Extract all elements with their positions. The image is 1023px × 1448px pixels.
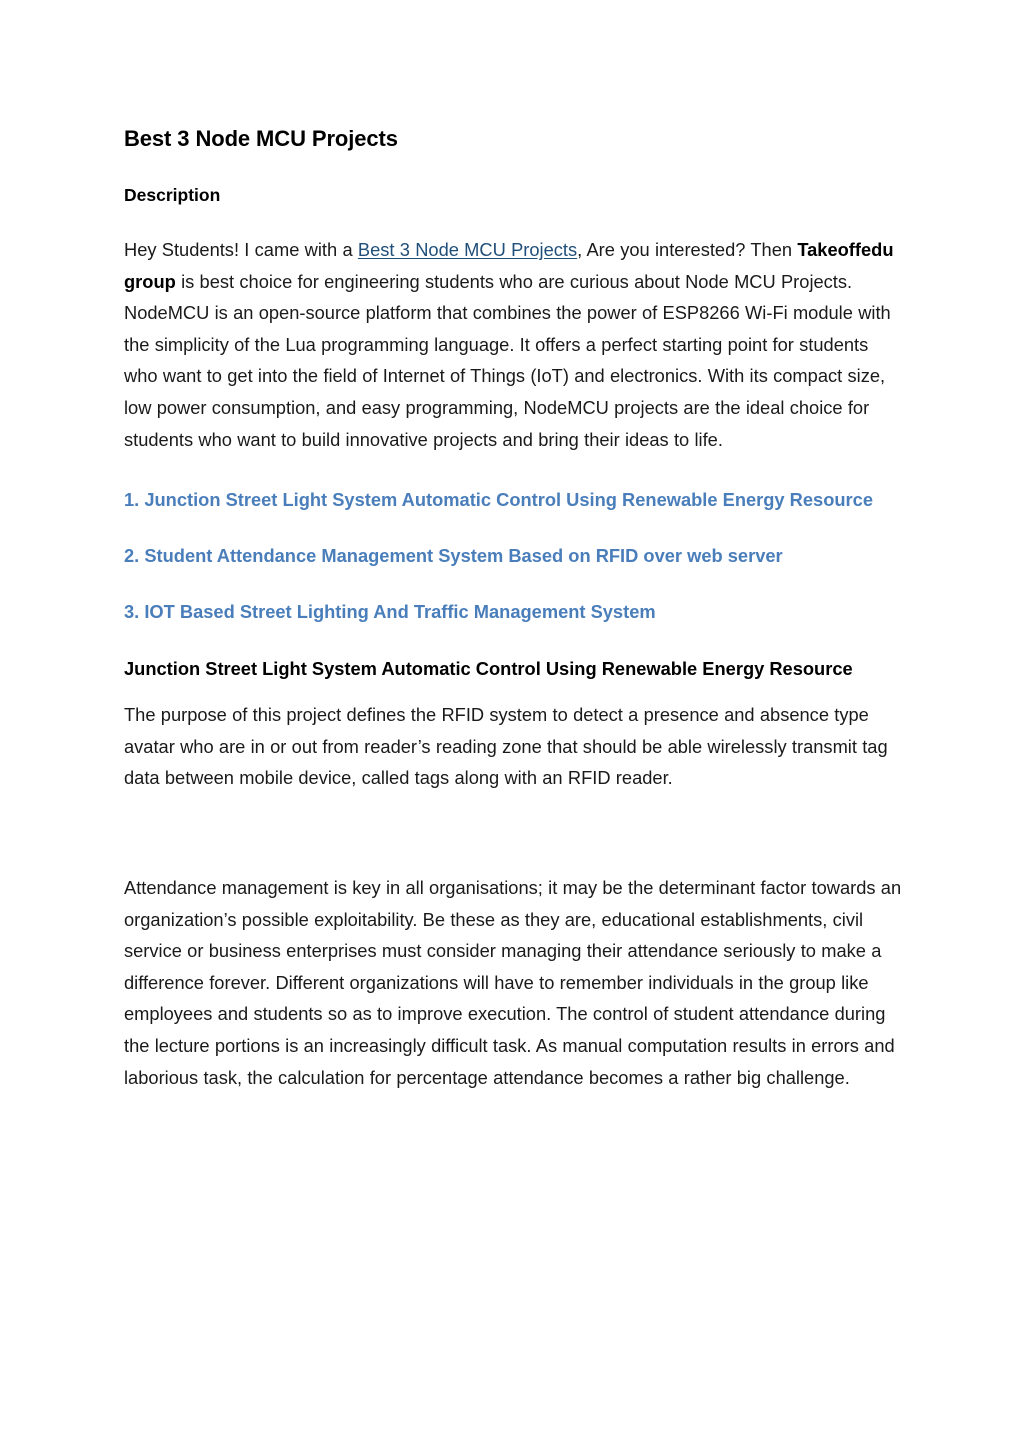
empty-paragraph-spacer <box>124 820 902 872</box>
intro-paragraph <box>124 234 902 455</box>
takeoffedu-group-emphasis: Takeoffedu group <box>124 239 894 292</box>
intro-text-before-link: Hey Students! I came with a <box>124 239 358 260</box>
paragraph-rfid-purpose: The purpose of this project defines the RFID system to detect a presence and absence type avatar who are in or out from reader’s reading zone that should be able wirelessly transmit tag data between mobile device, called tags along with an RFID reader. <box>124 704 888 789</box>
intro-text-after-link: , Are you interested? Then <box>577 239 798 260</box>
best-3-node-mcu-projects-link[interactable]: Best 3 Node MCU Projects <box>357 239 578 260</box>
section-heading-junction-street-light: Junction Street Light System Automatic Control Using Renewable Energy Resource <box>124 658 853 680</box>
paragraph-attendance-management: Attendance management is key in all organisations; it may be the determinant factor towards an organization’s possible exploitability. Be these as they are, educational establishments, civil service or business enterprises must consider managing their attendance seriously to make a difference forever. Different organizations will have to remember individuals in the group like employees and students so as to improve execution. The control of student attendance during the lecture portions is an increasingly difficult task. As manual computation results in errors and laborious task, the calculation for percentage attendance becomes a rather big challenge. <box>124 876 902 1088</box>
intro-text-remainder: is best choice for engineering students who are curious about Node MCU Projects. NodeMCU is an open-source platform that combines the power of ESP8266 Wi-Fi module with the simplicity of the Lua programming language. It offers a perfect starting point for students who want to get into the field of Internet of Things (IoT) and electronics. With its compact size, low power consumption, and easy programming, NodeMCU projects are the ideal choice for students who want to build innovative projects and bring their ideas to life. <box>124 270 891 450</box>
project-heading-3[interactable]: 3. IOT Based Street Lighting And Traffic Management System <box>124 601 656 623</box>
project-heading-2[interactable]: 2. Student Attendance Management System Based on RFID over web server <box>124 545 783 567</box>
page-title: Best 3 Node MCU Projects <box>124 126 398 151</box>
project-heading-1[interactable]: 1. Junction Street Light System Automatic Control Using Renewable Energy Resource <box>124 489 873 511</box>
document-content <box>124 124 902 1093</box>
description-heading: Description <box>124 185 221 205</box>
